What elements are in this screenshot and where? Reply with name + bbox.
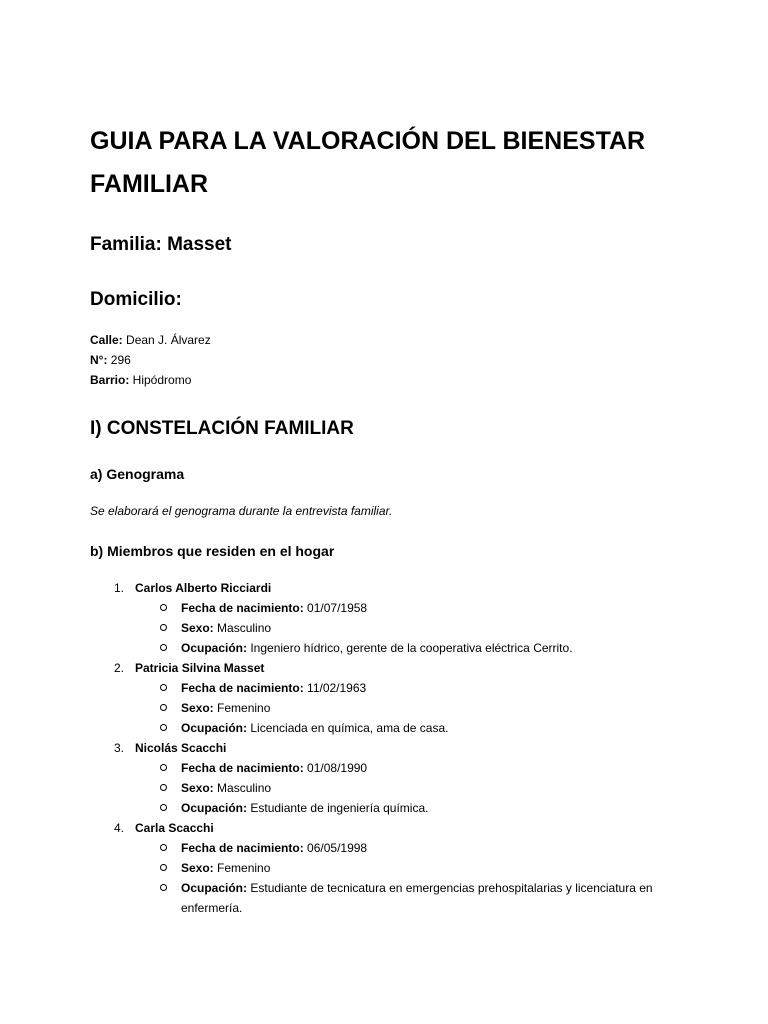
circle-bullet-icon: [160, 704, 167, 711]
address-barrio: [90, 370, 211, 390]
sexo-label: Sexo:: [181, 701, 214, 715]
circle-bullet-icon: [160, 624, 167, 631]
member-number: 1.: [113, 581, 124, 595]
ocupacion-label: Ocupación:: [181, 881, 248, 895]
address-calle: [90, 330, 211, 350]
detail-fecha: [135, 838, 690, 858]
member-number: 4.: [113, 821, 124, 835]
ocupacion-value: Estudiante de ingeniería química.: [247, 801, 429, 815]
member-item: [90, 578, 690, 658]
member-name: Nicolás Scacchi: [135, 741, 227, 755]
fecha-value: 11/02/1963: [303, 681, 367, 695]
fecha-label: Fecha de nacimiento:: [181, 761, 304, 775]
sexo-label: Sexo:: [181, 781, 214, 795]
member-item: [90, 658, 690, 738]
document-title: GUIA PARA LA VALORACIÓN DEL BIENESTAR FAMILIAR: [90, 127, 646, 198]
barrio-label: Barrio:: [90, 373, 130, 387]
sexo-value: Masculino: [213, 621, 272, 635]
detail-fecha: [135, 678, 690, 698]
fecha-value: 01/08/1990: [303, 761, 368, 775]
members-list: [90, 578, 690, 918]
member-name: Carlos Alberto Ricciardi: [135, 581, 272, 595]
sexo-value: Masculino: [213, 781, 272, 795]
sexo-label: Sexo:: [181, 621, 214, 635]
member-number: 3.: [113, 741, 124, 755]
member-number: 2.: [113, 661, 124, 675]
detail-sexo: [135, 698, 690, 718]
sexo-label: Sexo:: [181, 861, 214, 875]
ocupacion-label: Ocupación:: [181, 721, 248, 735]
familia-heading: Familia: Masset: [90, 234, 232, 255]
circle-bullet-icon: [160, 724, 167, 731]
calle-value: Dean J. Álvarez: [122, 333, 211, 347]
miembros-heading: b) Miembros que residen en el hogar: [90, 543, 335, 559]
detail-ocupacion: [135, 638, 690, 658]
member-details: [135, 838, 690, 918]
genograma-note: Se elaborará el genograma durante la entrevista familiar.: [90, 504, 393, 518]
member-details: [135, 598, 690, 658]
fecha-value: 06/05/1998: [303, 841, 368, 855]
ocupacion-label: Ocupación:: [181, 801, 248, 815]
detail-ocupacion: [135, 878, 690, 918]
numero-label: N°:: [90, 353, 108, 367]
circle-bullet-icon: [160, 684, 167, 691]
circle-bullet-icon: [160, 644, 167, 651]
circle-bullet-icon: [160, 604, 167, 611]
address-block: [90, 330, 211, 390]
ocupacion-label: Ocupación:: [181, 641, 248, 655]
address-numero: [90, 350, 211, 370]
member-item: [90, 818, 690, 918]
circle-bullet-icon: [160, 844, 167, 851]
detail-ocupacion: [135, 718, 690, 738]
circle-bullet-icon: [160, 884, 167, 891]
ocupacion-value: Estudiante de tecnicatura en emergencias prehospitalarias y licenciatura en enfermería.: [181, 881, 653, 915]
member-details: [135, 678, 690, 738]
sexo-value: Femenino: [213, 861, 271, 875]
fecha-value: 01/07/1958: [303, 601, 368, 615]
fecha-label: Fecha de nacimiento:: [181, 841, 304, 855]
detail-sexo: [135, 618, 690, 638]
member-details: [135, 758, 690, 818]
member-name: Carla Scacchi: [135, 821, 214, 835]
detail-sexo: [135, 778, 690, 798]
circle-bullet-icon: [160, 804, 167, 811]
section1-heading: I) CONSTELACIÓN FAMILIAR: [90, 418, 354, 439]
circle-bullet-icon: [160, 764, 167, 771]
sexo-value: Femenino: [213, 701, 271, 715]
member-item: [90, 738, 690, 818]
numero-value: 296: [107, 353, 131, 367]
fecha-label: Fecha de nacimiento:: [181, 681, 304, 695]
calle-label: Calle:: [90, 333, 123, 347]
fecha-label: Fecha de nacimiento:: [181, 601, 304, 615]
domicilio-heading: Domicilio:: [90, 289, 182, 310]
detail-sexo: [135, 858, 690, 878]
detail-fecha: [135, 598, 690, 618]
detail-ocupacion: [135, 798, 690, 818]
circle-bullet-icon: [160, 864, 167, 871]
genograma-heading: a) Genograma: [90, 466, 185, 482]
ocupacion-value: Ingeniero hídrico, gerente de la cooperativa eléctrica Cerrito.: [247, 641, 573, 655]
ocupacion-value: Licenciada en química, ama de casa.: [247, 721, 449, 735]
detail-fecha: [135, 758, 690, 778]
member-name: Patricia Silvina Masset: [135, 661, 265, 675]
circle-bullet-icon: [160, 784, 167, 791]
barrio-value: Hipódromo: [129, 373, 192, 387]
